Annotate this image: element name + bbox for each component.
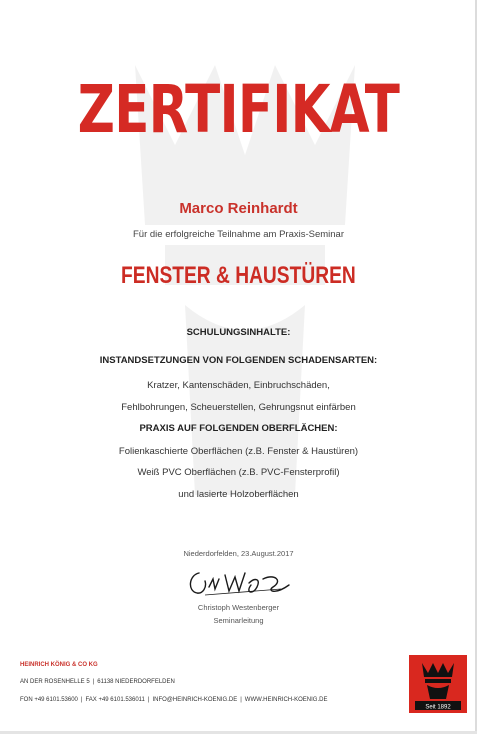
- recipient-name: Marco Reinhardt: [179, 200, 298, 217]
- certificate-title: ZERTIFIKAT: [77, 71, 400, 148]
- company-logo: [409, 655, 467, 713]
- damage-types-line: Kratzer, Kantenschäden, Einbruchschäden,: [147, 380, 330, 391]
- company-contact: FON +49 6101.53600 | FAX +49 6101.536011 | INFO@HEINRICH-KOENIG.DE | WWW.HEINRICH-KOENIG.DE: [20, 697, 328, 703]
- address-city: 61138 NIEDERDORFELDEN: [97, 679, 175, 685]
- signer-role: Seminarleitung: [213, 616, 264, 625]
- company-address: AN DER ROSENHELLE 5 | 61138 NIEDERDORFELDEN: [20, 679, 175, 685]
- fax-number: FAX +49 6101.536011: [85, 697, 145, 703]
- course-title: FENSTER & HAUSTÜREN: [121, 262, 356, 289]
- email-address: INFO@HEINRICH-KOENIG.DE: [152, 697, 238, 703]
- surfaces-line: Weiß PVC Oberflächen (z.B. PVC-Fensterprofil): [137, 467, 340, 478]
- damage-types-line: Fehlbohrungen, Scheuerstellen, Gehrungsnut einfärben: [121, 402, 356, 413]
- surfaces-line: Folienkaschierte Oberflächen (z.B. Fenster & Haustüren): [118, 446, 359, 457]
- participation-text: Für die erfolgreiche Teilnahme am Praxis-Seminar: [132, 229, 345, 240]
- website-url: WWW.HEINRICH-KOENIG.DE: [244, 697, 328, 703]
- signer-name: Christoph Westenberger: [197, 603, 280, 612]
- surfaces-line: und lasierte Holzoberflächen: [178, 489, 299, 500]
- damage-types-heading: INSTANDSETZUNGEN VON FOLGENDEN SCHADENSARTEN:: [99, 355, 378, 366]
- handwritten-signature: [185, 565, 295, 601]
- company-name: HEINRICH KÖNIG & CO KG: [20, 662, 98, 668]
- surfaces-heading: PRAXIS AUF FOLGENDEN OBERFLÄCHEN:: [139, 423, 338, 434]
- address-street: AN DER ROSENHELLE 5: [20, 679, 90, 685]
- logo-text: Seit 1892: [425, 704, 451, 711]
- phone-number: FON +49 6101.53600: [20, 697, 78, 703]
- contents-heading: SCHULUNGSINHALTE:: [186, 327, 291, 338]
- place-date: Niederdorfelden, 23.August.2017: [183, 549, 294, 558]
